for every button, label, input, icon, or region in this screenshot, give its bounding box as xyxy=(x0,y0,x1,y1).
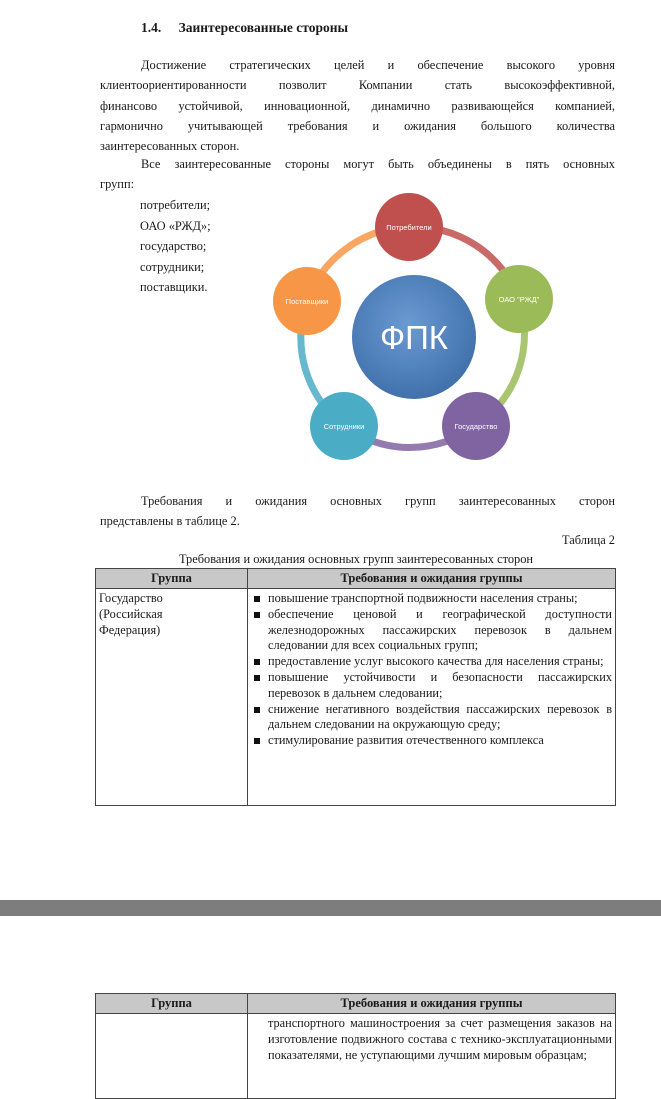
requirement-item: повышение устойчивости и безопасности пассажирских перевозок в дальнем следовании; xyxy=(251,670,612,702)
requirement-item: обеспечение ценовой и географической доступности железнодорожных пассажирских перевозок в дальнем следовании для всех социальных групп; xyxy=(251,607,612,654)
table-header-cell: Требования и ожидания группы xyxy=(248,569,616,589)
table-row xyxy=(96,589,616,806)
intro-paragraph xyxy=(100,55,615,156)
requirements-table-continued xyxy=(95,993,616,1099)
group-line: Государство xyxy=(99,591,163,605)
table-header-cell: Требования и ожидания группы xyxy=(248,994,616,1014)
requirement-item: повышение транспортной подвижности населения страны; xyxy=(251,591,612,607)
requirements-list xyxy=(251,1016,612,1063)
node-label: ОАО "РЖД" xyxy=(498,295,540,304)
groups-list xyxy=(140,195,211,298)
requirements-cell xyxy=(248,1014,616,1099)
requirements-list xyxy=(251,591,612,749)
group-line: Федерация) xyxy=(99,622,161,637)
requirements-paragraph xyxy=(100,491,615,532)
text-line: клиентоориентированности позволит Компании стать высокоэффективной, xyxy=(100,78,615,93)
list-item: поставщики. xyxy=(140,280,208,294)
group-line: (Российская xyxy=(99,606,163,621)
table-header-row xyxy=(96,569,616,589)
node-label: Потребители xyxy=(386,223,432,232)
list-item: потребители; xyxy=(140,198,211,212)
requirement-item: транспортного машиностроения за счет размещения заказов на изготовление подвижного состава с технико-эксплуатационными показателями, не уступающими лучшим мировым образцам; xyxy=(268,1016,612,1062)
requirement-item: предоставление услуг высокого качества для населения страны; xyxy=(251,654,612,670)
requirements-cell xyxy=(248,589,616,806)
page-separator xyxy=(0,900,661,916)
list-item: государство; xyxy=(140,239,207,253)
requirements-table xyxy=(95,568,616,806)
node-label: Государство xyxy=(454,422,498,431)
group-cell xyxy=(96,1014,248,1099)
table-row xyxy=(96,1014,616,1099)
group-cell xyxy=(96,589,248,806)
list-item: ОАО «РЖД»; xyxy=(140,218,211,233)
text-line: гармонично учитывающей требования и ожидания большого количества xyxy=(100,118,615,133)
section-title: Заинтересованные стороны xyxy=(178,20,349,35)
requirement-item: стимулирование развития отечественного комплекса xyxy=(251,733,612,749)
text-line: Все заинтересованные стороны могут быть объединены в пять основных xyxy=(141,157,615,171)
text-line: представлены в таблице 2. xyxy=(100,514,240,529)
text-line: Достижение стратегических целей и обеспечение высокого уровня xyxy=(141,58,615,72)
table-title: Требования и ожидания основных групп заинтересованных сторон xyxy=(178,552,534,566)
section-number: 1.4. xyxy=(141,20,162,35)
table-header-cell: Группа xyxy=(96,994,248,1014)
page-2 xyxy=(0,916,661,1080)
node-label: Сотрудники xyxy=(323,422,365,431)
requirement-item: снижение негативного воздействия пассажирских перевозок в дальнем следовании на окружающую среду; xyxy=(251,702,612,734)
section-heading xyxy=(141,20,348,36)
text-line: заинтересованных сторон. xyxy=(100,139,240,154)
list-item: сотрудники; xyxy=(140,259,205,274)
stakeholder-cycle-diagram xyxy=(262,186,562,471)
center-label: ФПК xyxy=(379,319,449,356)
text-line: Требования и ожидания основных групп заинтересованных сторон xyxy=(141,494,615,508)
text-line: финансово устойчивой, инновационной, динамично развивающейся компанией, xyxy=(100,98,615,113)
node-label: Поставщики xyxy=(285,297,329,306)
table-caption: Таблица 2 xyxy=(562,533,615,547)
text-line: групп: xyxy=(100,177,135,192)
table-header-cell: Группа xyxy=(96,569,248,589)
table-header-row xyxy=(96,994,616,1014)
